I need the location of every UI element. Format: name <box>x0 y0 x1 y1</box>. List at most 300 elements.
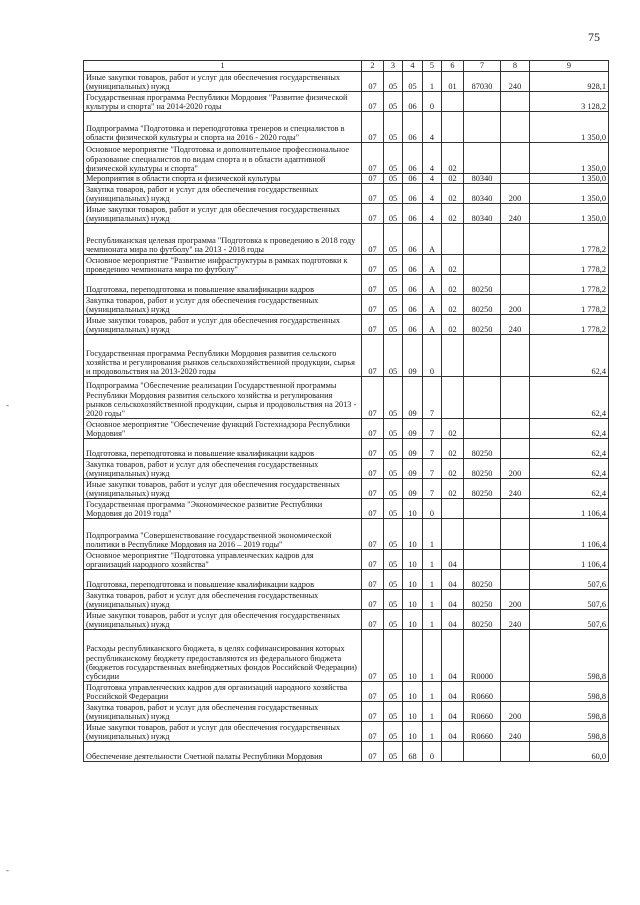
row-code-2: 07 <box>362 184 384 204</box>
row-description: Иные закупки товаров, работ и услуг для обеспечения государственных (муниципальных) нужд <box>84 72 362 92</box>
row-code-6 <box>442 499 464 519</box>
row-code-5: 7 <box>423 479 442 499</box>
row-code-8: 200 <box>501 702 530 722</box>
row-description: Основное мероприятие "Подготовка и дополнительное профессиональное образование специалистов по видам спорта и в области адаптивной физической культуры и спорта" <box>84 143 362 174</box>
row-amount: 1 350,0 <box>530 204 609 224</box>
row-amount: 598,8 <box>530 682 609 702</box>
row-code-7 <box>464 550 501 570</box>
row-code-5: 4 <box>423 174 442 184</box>
row-code-8: 240 <box>501 610 530 630</box>
row-code-8 <box>501 275 530 295</box>
row-amount: 598,8 <box>530 630 609 682</box>
row-code-7: 80250 <box>464 275 501 295</box>
row-description: Иные закупки товаров, работ и услуг для обеспечения государственных (муниципальных) нужд <box>84 722 362 742</box>
row-code-7: R0660 <box>464 702 501 722</box>
row-code-8: 240 <box>501 479 530 499</box>
row-code-5: 1 <box>423 72 442 92</box>
table-row <box>84 315 609 335</box>
row-code-7 <box>464 335 501 377</box>
row-code-4: 10 <box>403 722 423 742</box>
row-code-8 <box>501 630 530 682</box>
edge-mark-bottom: - <box>6 865 9 875</box>
row-code-4: 05 <box>403 72 423 92</box>
page-number: 75 <box>588 30 600 44</box>
row-code-8 <box>501 742 530 762</box>
row-code-8 <box>501 570 530 590</box>
row-code-4: 06 <box>403 315 423 335</box>
row-code-7: 87030 <box>464 72 501 92</box>
row-code-3: 05 <box>384 315 403 335</box>
row-code-3: 05 <box>384 92 403 112</box>
row-code-4: 10 <box>403 519 423 550</box>
row-code-3: 05 <box>384 742 403 762</box>
table-row <box>84 439 609 459</box>
row-code-8 <box>501 682 530 702</box>
row-code-8: 240 <box>501 72 530 92</box>
row-code-8: 200 <box>501 295 530 315</box>
row-code-2: 07 <box>362 72 384 92</box>
row-code-4: 09 <box>403 459 423 479</box>
row-code-2: 07 <box>362 112 384 143</box>
row-description: Государственная программа Республики Мордовия развития сельского хозяйства и регулирования рынков сельскохозяйственной продукции, сырья и продовольствия на 2013-2020 годы <box>84 335 362 377</box>
row-code-7: 80250 <box>464 459 501 479</box>
row-code-2: 07 <box>362 377 384 419</box>
row-code-2: 07 <box>362 702 384 722</box>
table-row <box>84 459 609 479</box>
row-code-6: 01 <box>442 72 464 92</box>
row-code-5: А <box>423 224 442 255</box>
row-code-3: 05 <box>384 610 403 630</box>
row-code-2: 07 <box>362 335 384 377</box>
row-code-8 <box>501 519 530 550</box>
row-amount: 1 778,2 <box>530 295 609 315</box>
row-code-5: 4 <box>423 184 442 204</box>
row-code-5: 1 <box>423 682 442 702</box>
table-row <box>84 702 609 722</box>
row-amount: 1 106,4 <box>530 499 609 519</box>
row-code-3: 05 <box>384 722 403 742</box>
row-code-2: 07 <box>362 682 384 702</box>
row-code-4: 06 <box>403 224 423 255</box>
row-code-6: 02 <box>442 143 464 174</box>
row-code-7: 80250 <box>464 590 501 610</box>
row-code-5: 0 <box>423 92 442 112</box>
row-code-3: 05 <box>384 275 403 295</box>
row-code-3: 05 <box>384 72 403 92</box>
row-code-2: 07 <box>362 92 384 112</box>
row-code-7: 80250 <box>464 610 501 630</box>
row-code-8: 200 <box>501 184 530 204</box>
row-code-7: R0000 <box>464 630 501 682</box>
row-amount: 1 778,2 <box>530 275 609 295</box>
row-code-4: 06 <box>403 92 423 112</box>
col-header-3: 3 <box>384 61 403 72</box>
row-code-7 <box>464 742 501 762</box>
col-header-2: 2 <box>362 61 384 72</box>
row-code-7: R0660 <box>464 682 501 702</box>
row-description: Иные закупки товаров, работ и услуг для обеспечения государственных (муниципальных) нужд <box>84 610 362 630</box>
row-description: Подпрограмма "Обеспечение реализации Государственной программы Республики Мордовия развития сельского хозяйства и регулирования рынков сельскохозяйственной продукции, сырья и продовольствия на 2013 - 2020 годы" <box>84 377 362 419</box>
row-amount: 1 106,4 <box>530 550 609 570</box>
row-code-3: 05 <box>384 499 403 519</box>
row-description: Подпрограмма "Совершенствование государственной экономической политики в Республике Мордовия на 2016 – 2019 годы" <box>84 519 362 550</box>
row-code-6: 02 <box>442 275 464 295</box>
row-code-5: 4 <box>423 112 442 143</box>
row-code-6: 02 <box>442 255 464 275</box>
row-code-7 <box>464 112 501 143</box>
row-code-3: 05 <box>384 570 403 590</box>
row-code-7 <box>464 255 501 275</box>
table-row <box>84 72 609 92</box>
table-row <box>84 570 609 590</box>
row-code-2: 07 <box>362 590 384 610</box>
row-description: Иные закупки товаров, работ и услуг для обеспечения государственных (муниципальных) нужд <box>84 204 362 224</box>
row-code-3: 05 <box>384 419 403 439</box>
table-row <box>84 590 609 610</box>
row-code-4: 06 <box>403 204 423 224</box>
row-code-6: 04 <box>442 702 464 722</box>
row-code-5: А <box>423 275 442 295</box>
table-row <box>84 335 609 377</box>
row-code-5: 7 <box>423 377 442 419</box>
row-description: Государственная программа Республики Мордовия "Развитие физической культуры и спорта" на 2014-2020 годы <box>84 92 362 112</box>
row-description: Расходы республиканского бюджета, в целях софинансирования которых республиканскому бюджету предоставляются из федерального бюджета (бюджетов государственных внебюджетных фондов Российской Федерации) субсидии <box>84 630 362 682</box>
table-row <box>84 550 609 570</box>
row-code-8 <box>501 439 530 459</box>
row-code-3: 05 <box>384 550 403 570</box>
row-code-6: 02 <box>442 479 464 499</box>
row-code-4: 09 <box>403 439 423 459</box>
table-row <box>84 275 609 295</box>
row-code-3: 05 <box>384 439 403 459</box>
row-amount: 1 778,2 <box>530 315 609 335</box>
row-description: Подготовка, переподготовка и повышение квалификации кадров <box>84 570 362 590</box>
edge-mark-top: - <box>6 400 9 410</box>
row-code-7: 80340 <box>464 174 501 184</box>
col-header-8: 8 <box>501 61 530 72</box>
col-header-5: 5 <box>423 61 442 72</box>
row-description: Закупка товаров, работ и услуг для обеспечения государственных (муниципальных) нужд <box>84 295 362 315</box>
row-amount: 598,8 <box>530 702 609 722</box>
row-code-4: 06 <box>403 143 423 174</box>
row-amount: 62,4 <box>530 439 609 459</box>
row-code-7 <box>464 377 501 419</box>
row-code-8 <box>501 550 530 570</box>
row-amount: 1 350,0 <box>530 184 609 204</box>
row-description: Закупка товаров, работ и услуг для обеспечения государственных (муниципальных) нужд <box>84 459 362 479</box>
row-code-4: 09 <box>403 479 423 499</box>
row-description: Иные закупки товаров, работ и услуг для обеспечения государственных (муниципальных) нужд <box>84 315 362 335</box>
row-amount: 1 350,0 <box>530 112 609 143</box>
row-code-5: 1 <box>423 519 442 550</box>
table-row <box>84 377 609 419</box>
row-amount: 62,4 <box>530 479 609 499</box>
row-amount: 1 350,0 <box>530 174 609 184</box>
row-code-2: 07 <box>362 315 384 335</box>
row-code-2: 07 <box>362 550 384 570</box>
table-body <box>84 72 609 762</box>
row-code-2: 07 <box>362 255 384 275</box>
row-amount: 1 350,0 <box>530 143 609 174</box>
row-code-5: А <box>423 295 442 315</box>
row-code-3: 05 <box>384 184 403 204</box>
row-description: Основное мероприятие "Развитие инфраструктуры в рамках подготовки к проведению чемпионата мира по футболу" <box>84 255 362 275</box>
row-code-6 <box>442 377 464 419</box>
table-row <box>84 143 609 174</box>
row-code-3: 05 <box>384 459 403 479</box>
row-code-4: 10 <box>403 610 423 630</box>
row-code-3: 05 <box>384 590 403 610</box>
row-code-2: 07 <box>362 499 384 519</box>
row-code-2: 07 <box>362 224 384 255</box>
row-code-7: 80250 <box>464 570 501 590</box>
row-code-6: 04 <box>442 630 464 682</box>
row-amount: 507,6 <box>530 590 609 610</box>
row-code-8 <box>501 255 530 275</box>
row-code-7: 80340 <box>464 184 501 204</box>
row-code-8 <box>501 112 530 143</box>
row-code-3: 05 <box>384 295 403 315</box>
row-code-4: 10 <box>403 630 423 682</box>
row-amount: 62,4 <box>530 377 609 419</box>
row-code-2: 07 <box>362 570 384 590</box>
row-code-8: 240 <box>501 722 530 742</box>
row-code-6 <box>442 742 464 762</box>
row-amount: 598,8 <box>530 722 609 742</box>
row-code-2: 07 <box>362 204 384 224</box>
row-code-5: 4 <box>423 143 442 174</box>
col-header-1: 1 <box>84 61 362 72</box>
row-code-3: 05 <box>384 255 403 275</box>
row-code-6: 04 <box>442 682 464 702</box>
row-code-8 <box>501 335 530 377</box>
row-description: Республиканская целевая программа "Подготовка к проведению в 2018 году чемпионата мира по футболу" на 2013 - 2018 годы <box>84 224 362 255</box>
row-code-2: 07 <box>362 742 384 762</box>
table-row <box>84 722 609 742</box>
row-amount: 3 128,2 <box>530 92 609 112</box>
row-code-7: 80250 <box>464 479 501 499</box>
row-code-2: 07 <box>362 630 384 682</box>
row-code-2: 07 <box>362 419 384 439</box>
row-code-8 <box>501 174 530 184</box>
row-description: Мероприятия в области спорта и физической культуры <box>84 174 362 184</box>
row-code-8: 200 <box>501 459 530 479</box>
row-code-2: 07 <box>362 479 384 499</box>
row-code-2: 07 <box>362 610 384 630</box>
row-code-3: 05 <box>384 112 403 143</box>
row-code-3: 05 <box>384 174 403 184</box>
table-row <box>84 204 609 224</box>
row-description: Основное мероприятие "Обеспечение функций Гостехнадзора Республики Мордовия" <box>84 419 362 439</box>
row-code-8: 240 <box>501 204 530 224</box>
table-row <box>84 174 609 184</box>
row-description: Иные закупки товаров, работ и услуг для обеспечения государственных (муниципальных) нужд <box>84 479 362 499</box>
row-code-6 <box>442 112 464 143</box>
row-code-4: 10 <box>403 590 423 610</box>
row-code-5: 1 <box>423 702 442 722</box>
row-amount: 507,6 <box>530 570 609 590</box>
row-code-7: 80250 <box>464 439 501 459</box>
table-row <box>84 419 609 439</box>
row-code-4: 09 <box>403 377 423 419</box>
row-code-4: 06 <box>403 255 423 275</box>
row-description: Подготовка, переподготовка и повышение квалификации кадров <box>84 439 362 459</box>
row-code-8 <box>501 92 530 112</box>
row-code-7 <box>464 224 501 255</box>
row-code-5: А <box>423 315 442 335</box>
table-row <box>84 499 609 519</box>
row-description: Подготовка управленческих кадров для организаций народного хозяйства Российской Федерации <box>84 682 362 702</box>
row-code-7: 80340 <box>464 204 501 224</box>
row-description: Государственная программа "Экономическое развитие Республики Мордовия до 2019 года" <box>84 499 362 519</box>
row-code-8 <box>501 377 530 419</box>
row-code-6: 04 <box>442 550 464 570</box>
row-code-6: 04 <box>442 570 464 590</box>
row-code-2: 07 <box>362 439 384 459</box>
table-row <box>84 479 609 499</box>
row-code-6: 02 <box>442 204 464 224</box>
row-amount: 928,1 <box>530 72 609 92</box>
row-description: Подготовка, переподготовка и повышение квалификации кадров <box>84 275 362 295</box>
row-amount: 62,4 <box>530 459 609 479</box>
row-code-6 <box>442 92 464 112</box>
row-code-7 <box>464 499 501 519</box>
row-code-3: 05 <box>384 479 403 499</box>
budget-table <box>83 60 609 762</box>
row-code-5: 4 <box>423 204 442 224</box>
row-code-8 <box>501 143 530 174</box>
row-code-4: 09 <box>403 335 423 377</box>
row-code-2: 07 <box>362 143 384 174</box>
row-code-6: 02 <box>442 439 464 459</box>
row-code-3: 05 <box>384 204 403 224</box>
table-row <box>84 682 609 702</box>
row-amount: 507,6 <box>530 610 609 630</box>
row-code-7 <box>464 92 501 112</box>
row-amount: 62,4 <box>530 419 609 439</box>
row-code-4: 10 <box>403 499 423 519</box>
row-code-4: 10 <box>403 550 423 570</box>
row-code-3: 05 <box>384 630 403 682</box>
row-code-5: 7 <box>423 439 442 459</box>
row-code-7 <box>464 419 501 439</box>
row-code-3: 05 <box>384 519 403 550</box>
row-code-6: 04 <box>442 610 464 630</box>
row-code-4: 06 <box>403 295 423 315</box>
row-code-4: 06 <box>403 174 423 184</box>
row-code-4: 10 <box>403 682 423 702</box>
row-description: Основное мероприятие "Подготовка управленческих кадров для организаций народного хозяйства" <box>84 550 362 570</box>
row-code-6: 02 <box>442 174 464 184</box>
row-code-6 <box>442 519 464 550</box>
row-code-6: 02 <box>442 295 464 315</box>
row-code-4: 09 <box>403 419 423 439</box>
row-code-5: 1 <box>423 550 442 570</box>
row-description: Обеспечение деятельности Счетной палаты Республики Мордовия <box>84 742 362 762</box>
row-code-4: 68 <box>403 742 423 762</box>
table-row <box>84 519 609 550</box>
table-row <box>84 610 609 630</box>
row-code-5: 1 <box>423 610 442 630</box>
row-code-3: 05 <box>384 224 403 255</box>
row-code-5: 7 <box>423 419 442 439</box>
col-header-4: 4 <box>403 61 423 72</box>
row-code-2: 07 <box>362 295 384 315</box>
col-header-9: 9 <box>530 61 609 72</box>
row-code-8 <box>501 224 530 255</box>
row-code-4: 10 <box>403 570 423 590</box>
row-code-8 <box>501 499 530 519</box>
table-row <box>84 255 609 275</box>
row-amount: 62,4 <box>530 335 609 377</box>
row-code-8: 240 <box>501 315 530 335</box>
row-code-5: 1 <box>423 570 442 590</box>
row-code-6 <box>442 335 464 377</box>
row-description: Закупка товаров, работ и услуг для обеспечения государственных (муниципальных) нужд <box>84 184 362 204</box>
row-code-3: 05 <box>384 682 403 702</box>
row-code-5: 0 <box>423 335 442 377</box>
row-amount: 1 106,4 <box>530 519 609 550</box>
row-code-8: 200 <box>501 590 530 610</box>
row-code-7: R0660 <box>464 722 501 742</box>
col-header-7: 7 <box>464 61 501 72</box>
row-code-6: 02 <box>442 184 464 204</box>
row-amount: 60,0 <box>530 742 609 762</box>
row-code-5: 1 <box>423 630 442 682</box>
row-code-6: 04 <box>442 722 464 742</box>
row-code-6: 04 <box>442 590 464 610</box>
row-amount: 1 778,2 <box>530 255 609 275</box>
row-description: Закупка товаров, работ и услуг для обеспечения государственных (муниципальных) нужд <box>84 702 362 722</box>
row-code-2: 07 <box>362 722 384 742</box>
row-code-2: 07 <box>362 275 384 295</box>
row-code-4: 06 <box>403 184 423 204</box>
row-code-4: 06 <box>403 112 423 143</box>
table-row <box>84 742 609 762</box>
row-code-5: 7 <box>423 459 442 479</box>
row-code-7: 80250 <box>464 295 501 315</box>
row-amount: 1 778,2 <box>530 224 609 255</box>
row-code-2: 07 <box>362 459 384 479</box>
row-code-2: 07 <box>362 174 384 184</box>
row-code-7 <box>464 519 501 550</box>
table-row <box>84 630 609 682</box>
row-code-5: 0 <box>423 499 442 519</box>
row-code-3: 05 <box>384 335 403 377</box>
table-row <box>84 295 609 315</box>
row-code-6 <box>442 224 464 255</box>
row-code-5: 0 <box>423 742 442 762</box>
row-code-5: А <box>423 255 442 275</box>
table-row <box>84 112 609 143</box>
row-code-4: 10 <box>403 702 423 722</box>
row-code-7 <box>464 143 501 174</box>
row-code-3: 05 <box>384 702 403 722</box>
table-row <box>84 184 609 204</box>
row-code-5: 1 <box>423 722 442 742</box>
header-row <box>84 61 609 72</box>
row-code-3: 05 <box>384 143 403 174</box>
row-code-8 <box>501 419 530 439</box>
table-row <box>84 92 609 112</box>
row-code-7: 80250 <box>464 315 501 335</box>
row-code-6: 02 <box>442 459 464 479</box>
row-code-3: 05 <box>384 377 403 419</box>
row-code-6: 02 <box>442 315 464 335</box>
row-code-2: 07 <box>362 519 384 550</box>
col-header-6: 6 <box>442 61 464 72</box>
row-code-4: 06 <box>403 275 423 295</box>
